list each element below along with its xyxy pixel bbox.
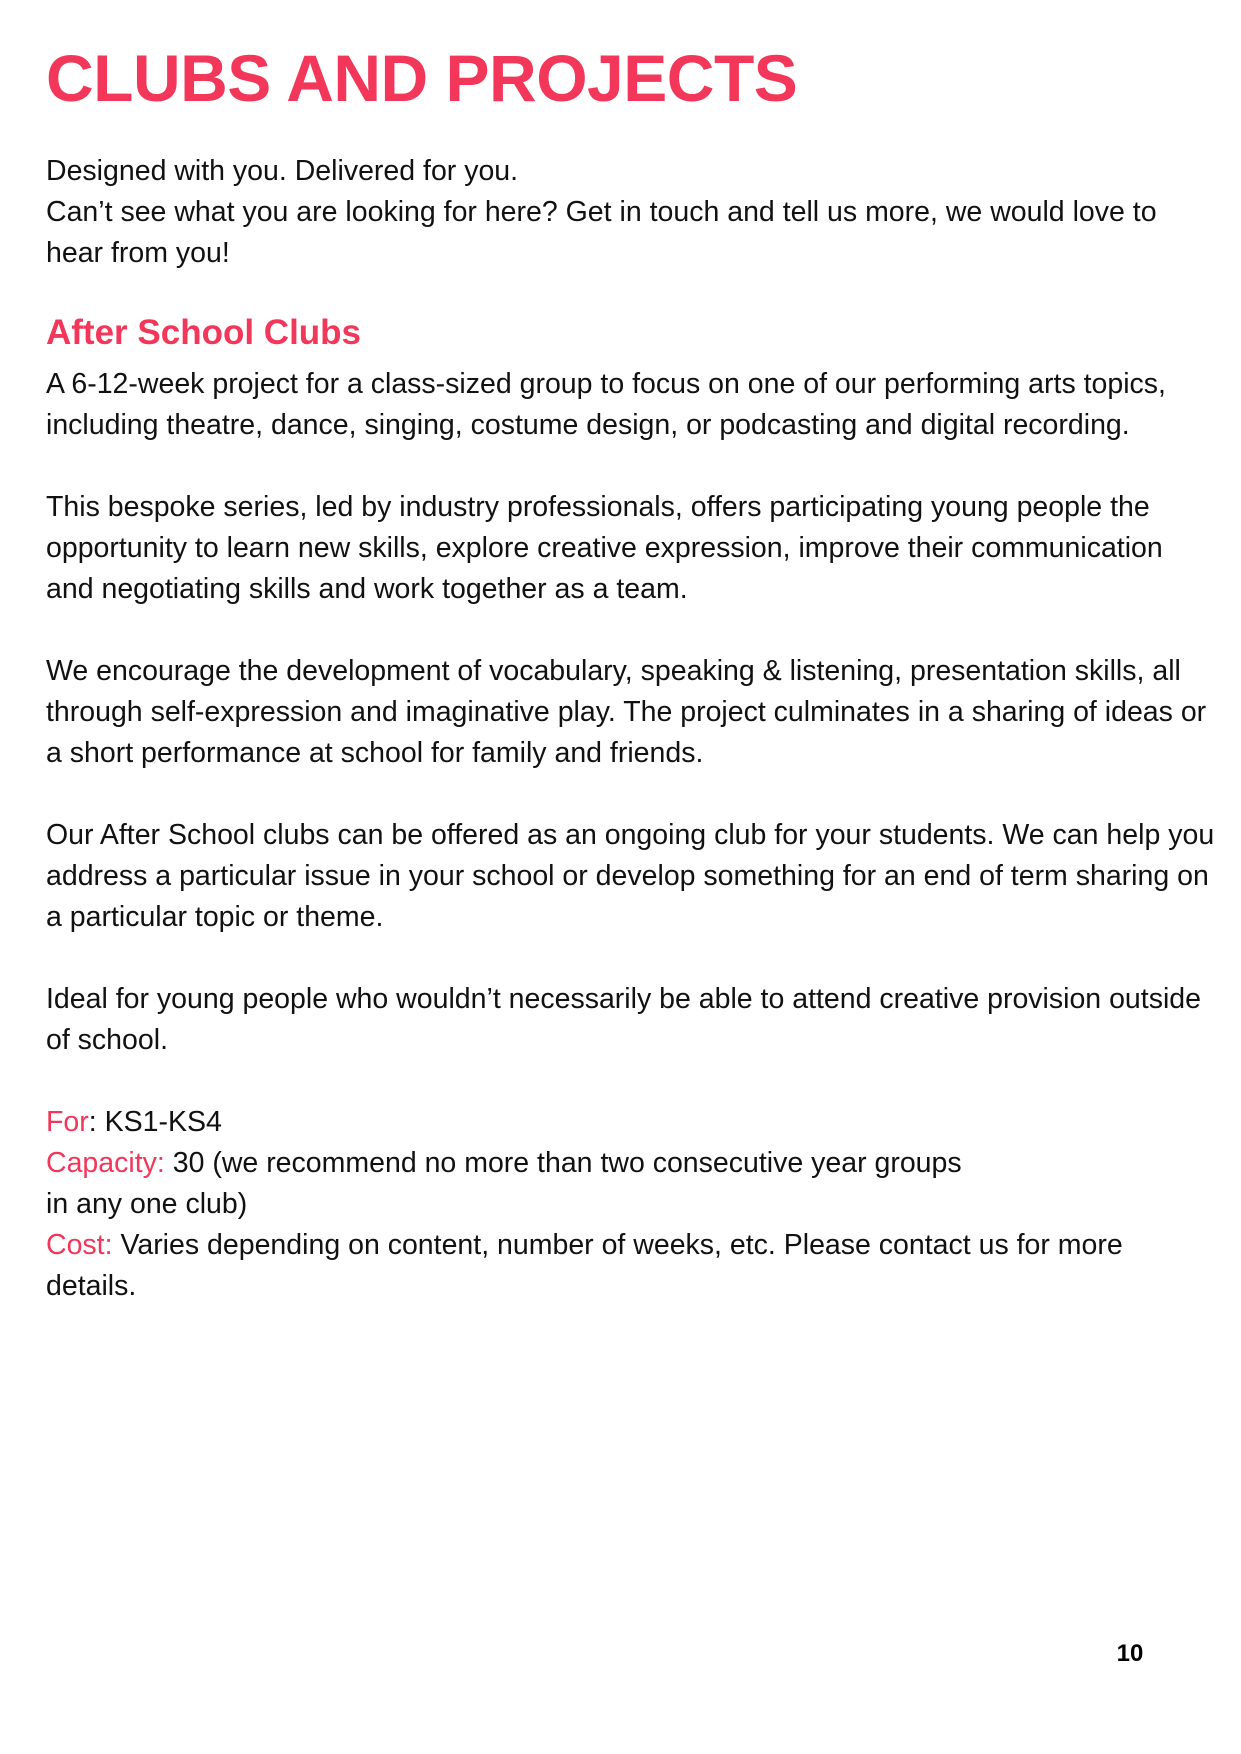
for-value: : KS1-KS4 [88, 1106, 222, 1138]
detail-for [46, 1102, 1216, 1143]
detail-cost [46, 1225, 1216, 1307]
cost-value: Varies depending on content, number of weeks, etc. Please contact us for more details. [46, 1229, 1123, 1302]
page-title: CLUBS AND PROJECTS [46, 41, 798, 115]
paragraph-bespoke-series: This bespoke series, led by industry professionals, offers participating young people the opportunity to learn new skills, explore creative expression, improve their communication and negotiating skills and work together as a team. [46, 491, 1163, 605]
paragraph-development: We encourage the development of vocabulary, speaking & listening, presentation skills, all through self-expression and imaginative play. The project culminates in a sharing of ideas or a short performance at school for family and friends. [46, 655, 1207, 769]
section-body [46, 364, 1216, 1307]
intro-contact-text: Can’t see what you are looking for here? Get in touch and tell us more, we would love to hear from you! [46, 196, 1157, 269]
cost-label: Cost: [46, 1229, 113, 1261]
intro-block [46, 151, 1216, 274]
paragraph-ongoing-club: Our After School clubs can be offered as an ongoing club for your students. We can help you address a particular issue in your school or develop something for an end of term sharing on a particular topic or theme. [46, 819, 1215, 933]
paragraph-ideal-for: Ideal for young people who wouldn’t necessarily be able to attend creative provision outside of school. [46, 983, 1201, 1056]
detail-capacity [46, 1143, 1216, 1184]
page-number: 10 [1116, 1640, 1144, 1667]
paragraph-project-overview: A 6-12-week project for a class-sized group to focus on one of our performing arts topics, including theatre, dance, singing, costume design, or podcasting and digital recording. [46, 368, 1166, 441]
capacity-value: 30 (we recommend no more than two consecutive year groups [164, 1147, 962, 1179]
intro-tagline: Designed with you. Delivered for you. [46, 155, 519, 187]
capacity-label: Capacity: [46, 1147, 165, 1179]
detail-capacity-continued: in any one club) [46, 1188, 248, 1220]
for-label: For [46, 1106, 89, 1138]
details-list [46, 1102, 1216, 1307]
section-heading: After School Clubs [46, 313, 362, 352]
